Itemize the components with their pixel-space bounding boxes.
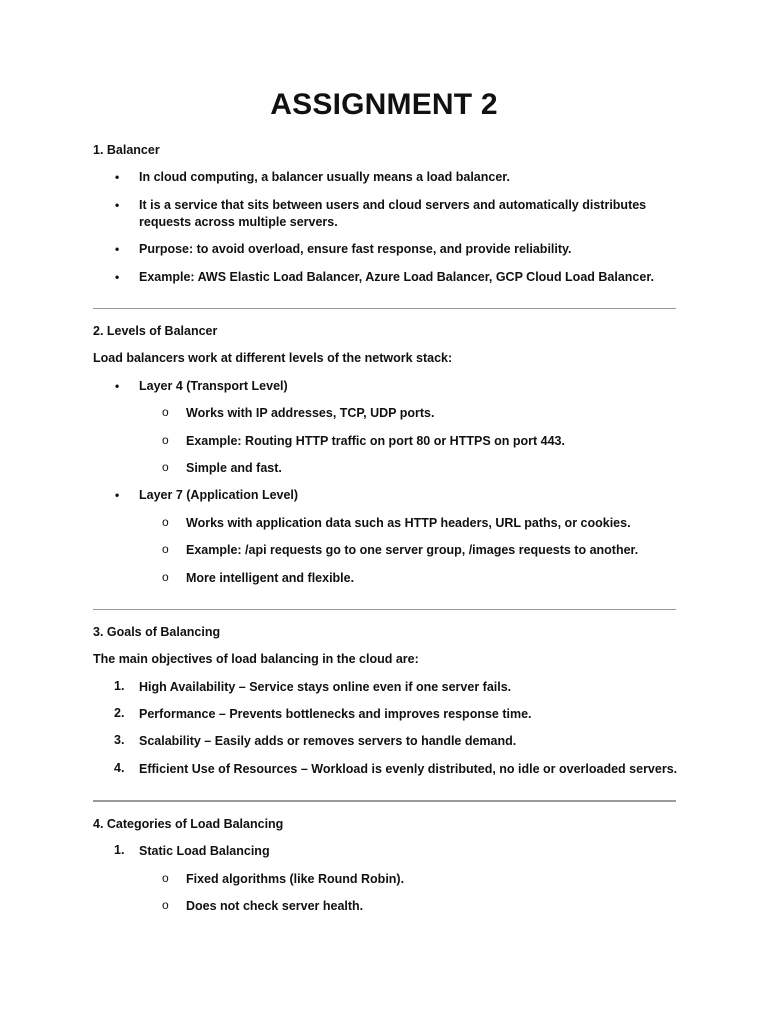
list-item: It is a service that sits between users and cloud servers and automatically distributes (139, 198, 647, 212)
sub-list-item: Example: Routing HTTP traffic on port 80 or HTTPS on port 443. (186, 434, 565, 448)
list-item: Example: AWS Elastic Load Balancer, Azure Load Balancer, GCP Cloud Load Balancer. (139, 270, 654, 284)
circle-marker: o (162, 570, 169, 584)
bullet-marker: • (115, 198, 120, 212)
section-intro: The main objectives of load balancing in the cloud are: (93, 652, 419, 666)
circle-marker: o (162, 515, 169, 529)
list-item: Purpose: to avoid overload, ensure fast response, and provide reliability. (139, 242, 572, 256)
circle-marker: o (162, 871, 169, 885)
circle-marker: o (162, 460, 169, 474)
goal-item: High Availability – Service stays online even if one server fails. (139, 680, 512, 694)
section-divider (93, 308, 676, 309)
sub-list-item: Works with IP addresses, TCP, UDP ports. (186, 406, 435, 420)
list-number: 1. (114, 679, 125, 693)
section-intro: Load balancers work at different levels of the network stack: (93, 351, 453, 365)
section-divider (93, 800, 676, 802)
section-heading-balancer: 1. Balancer (93, 143, 160, 157)
list-number: 2. (114, 706, 125, 720)
circle-marker: o (162, 405, 169, 419)
circle-marker: o (162, 542, 169, 556)
document-title: ASSIGNMENT 2 (270, 88, 498, 121)
section-heading-levels: 2. Levels of Balancer (93, 324, 218, 338)
section-divider (93, 609, 676, 610)
goal-item: Performance – Prevents bottlenecks and improves response time. (139, 707, 532, 721)
goal-item: Scalability – Easily adds or removes servers to handle demand. (139, 734, 517, 748)
list-item-layer7: Layer 7 (Application Level) (139, 488, 299, 502)
section-heading-categories: 4. Categories of Load Balancing (93, 817, 284, 831)
bullet-marker: • (115, 379, 120, 393)
bullet-marker: • (115, 242, 120, 256)
bullet-marker: • (115, 270, 120, 284)
list-number: 4. (114, 761, 125, 775)
sub-list-item: Simple and fast. (186, 461, 282, 475)
section-heading-goals: 3. Goals of Balancing (93, 625, 221, 639)
list-number: 1. (114, 843, 125, 857)
list-item-layer4: Layer 4 (Transport Level) (139, 379, 288, 393)
sub-list-item: Works with application data such as HTTP headers, URL paths, or cookies. (186, 516, 631, 530)
sub-list-item: Example: /api requests go to one server group, /images requests to another. (186, 543, 639, 557)
circle-marker: o (162, 433, 169, 447)
list-number: 3. (114, 733, 125, 747)
goal-item: Efficient Use of Resources – Workload is evenly distributed, no idle or overloaded servers. (139, 762, 678, 776)
bullet-marker: • (115, 170, 120, 184)
circle-marker: o (162, 898, 169, 912)
sub-list-item: Does not check server health. (186, 899, 364, 913)
category-item-static: Static Load Balancing (139, 844, 270, 858)
sub-list-item: More intelligent and flexible. (186, 571, 355, 585)
list-item-continuation: requests across multiple servers. (139, 215, 338, 229)
bullet-marker: • (115, 488, 120, 502)
sub-list-item: Fixed algorithms (like Round Robin). (186, 872, 405, 886)
list-item: In cloud computing, a balancer usually means a load balancer. (139, 170, 510, 184)
